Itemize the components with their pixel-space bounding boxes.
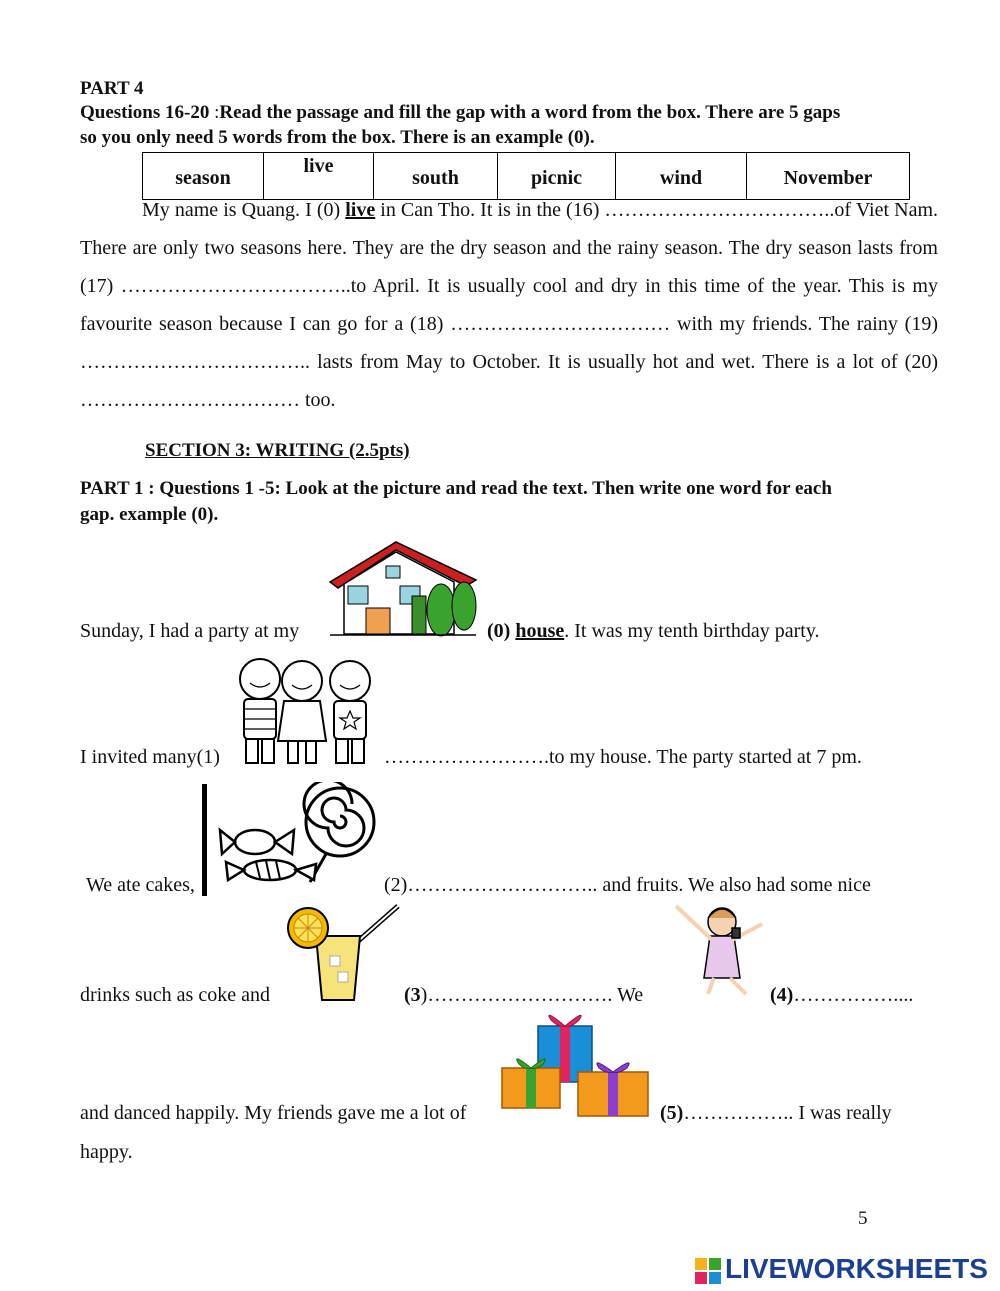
sentence-4 xyxy=(770,984,913,1007)
word-box-item: November xyxy=(747,153,910,200)
part4-instructions-line1 xyxy=(80,102,840,124)
passage-text-1: My name is Quang. I (0) xyxy=(142,199,346,221)
sentence-0-start: Sunday, I had a party at my xyxy=(80,620,300,642)
passage-text-2: in Can Tho. It is in the (16) ……………………………..of Viet Nam. There are only two seasons here. They are the dry season and the rainy season. The dry season lasts from (17) ……………………………..to April. It is usually cool and dry in this time of the year. This is my favourite season because I can go for a (18) …………………………… with my friends. The rainy (19) …………………………….. lasts from May to October. It is usually hot and wet. There is a lot of (20) …………………………… too. xyxy=(80,199,939,411)
sentence-5-start: and danced happily. My friends gave me a lot of xyxy=(80,1102,467,1124)
word-box-item: season xyxy=(143,153,264,200)
brand-name: LIVEWORKSHEETS xyxy=(725,1253,988,1284)
instructions-text-1: Read the passage and fill the gap with a word from the box. There are 5 gaps xyxy=(219,102,841,123)
word-box-item: picnic xyxy=(498,153,616,200)
q4-number: (4) xyxy=(770,984,794,1006)
sentence-2-start: We ate cakes, xyxy=(86,874,195,896)
section3-title: SECTION 3: WRITING (2.5pts) xyxy=(145,440,410,461)
q5-gap: …………….. I was really xyxy=(683,1102,892,1124)
q3-gap: )………………………. We xyxy=(420,984,644,1006)
gifts-picture xyxy=(498,1010,658,1122)
house-picture xyxy=(326,540,478,638)
word-box-item: live xyxy=(264,153,374,200)
instructions-colon: : xyxy=(214,102,220,123)
part4-instructions-line2: so you only need 5 words from the box. There is an example (0). xyxy=(80,127,595,148)
sentence-2-end: (2)……………………….. and fruits. We also had some nice xyxy=(384,874,871,896)
sentence-0-rest: . It was my tenth birthday party. xyxy=(564,620,820,642)
writing-part1-instructions-line2: gap. example (0). xyxy=(80,504,219,525)
lemonade-picture xyxy=(286,900,402,1006)
q0-answer: house xyxy=(515,620,565,642)
liveworksheets-logo xyxy=(695,1258,723,1286)
part4-heading: PART 4 xyxy=(80,78,144,99)
q3-number: (3 xyxy=(404,984,421,1006)
friends-picture xyxy=(230,655,382,767)
instructions-lead: Questions 16-20 xyxy=(80,102,210,123)
passage xyxy=(80,191,938,419)
sentence-0 xyxy=(80,620,299,643)
passage-example-answer: live xyxy=(345,199,376,221)
sentence-1-end: …………………….to my house. The party started at 7 pm. xyxy=(384,746,862,768)
page-number: 5 xyxy=(858,1208,868,1229)
q4-gap: …………….... xyxy=(793,984,914,1006)
sentence-1-start: I invited many(1) xyxy=(80,746,220,768)
sentence-6: happy. xyxy=(80,1141,133,1163)
sentence-3-start: drinks such as coke and xyxy=(80,984,270,1006)
candy-picture xyxy=(200,782,380,897)
sentence-3-end xyxy=(404,984,643,1007)
sentence-0-end xyxy=(487,620,820,643)
q0-number: (0) xyxy=(487,620,511,642)
word-box-item: wind xyxy=(616,153,747,200)
singing-girl-picture xyxy=(670,900,770,1000)
writing-part1-instructions-line1: PART 1 : Questions 1 -5: Look at the picture and read the text. Then write one word for each xyxy=(80,478,832,499)
sentence-5-end xyxy=(660,1102,892,1125)
q5-number: (5) xyxy=(660,1102,684,1124)
word-box-item: south xyxy=(374,153,498,200)
